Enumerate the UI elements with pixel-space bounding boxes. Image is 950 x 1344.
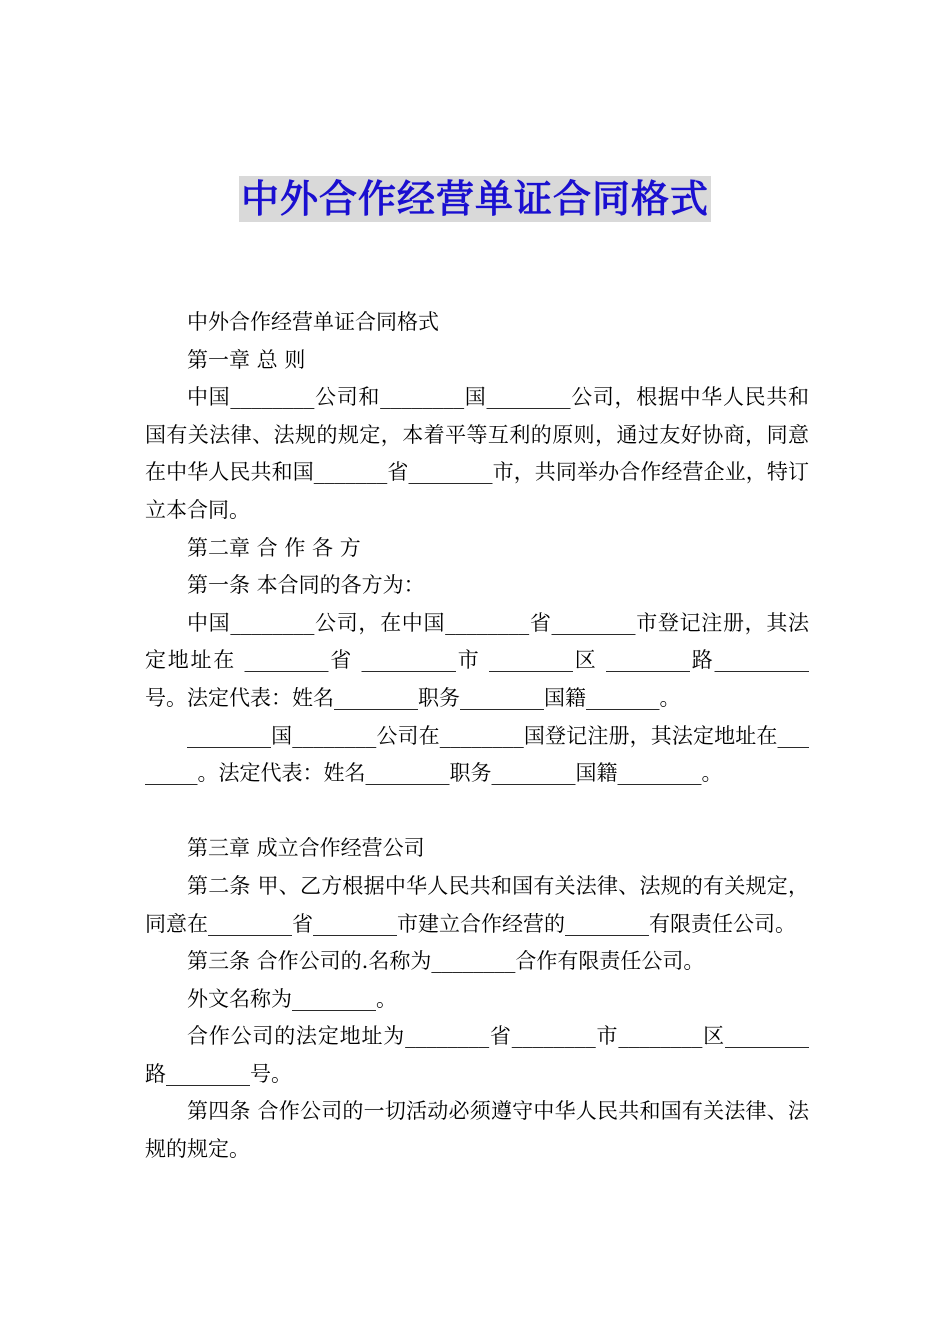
chapter-1-heading: 第一章 总 则 (187, 347, 306, 372)
title-container (0, 176, 950, 222)
foreign-name-paragraph: 外文名称为________。 (187, 986, 397, 1011)
article-3: 第三条 合作公司的.名称为________合作有限责任公司。 (187, 949, 705, 974)
body-heading: 中外合作经营单证合同格式 (187, 310, 439, 334)
paragraph-gap (145, 793, 809, 831)
party-b-paragraph: ________国________公司在________国登记注册，其法定地址在________。法定代表：姓名________职务________国籍________。 (145, 723, 809, 786)
party-a-paragraph: 中国________公司，在中国________省________市登记注册，其法定地址在 ________省 _________市 ________区 ________路_________号。法定代表：姓名________职务________国籍_______。 (145, 610, 809, 710)
chapter-2-heading: 第二章 合 作 各 方 (187, 535, 361, 560)
legal-address-paragraph: 合作公司的法定地址为________省________市________区________路________号。 (145, 1024, 809, 1086)
article-1: 第一条 本合同的各方为： (187, 573, 425, 598)
article-2: 第二条 甲、乙方根据中华人民共和国有关法律、法规的有关规定，同意在________省________市建立合作经营的________有限责任公司。 (145, 873, 809, 936)
chapter-3-heading: 第三章 成立合作经营公司 (187, 836, 425, 861)
article-4: 第四条 合作公司的一切活动必须遵守中华人民共和国有关法律、法规的规定。 (145, 1099, 809, 1162)
document-title: 中外合作经营单证合同格式 (240, 177, 709, 221)
document-body (145, 304, 809, 1169)
preamble-paragraph: 中国________公司和________国________公司，根据中华人民共和国有关法律、法规的规定，本着平等互利的原则，通过友好协商，同意在中华人民共和国_______省________市，共同举办合作经营企业，特订立本合同。 (145, 385, 809, 522)
